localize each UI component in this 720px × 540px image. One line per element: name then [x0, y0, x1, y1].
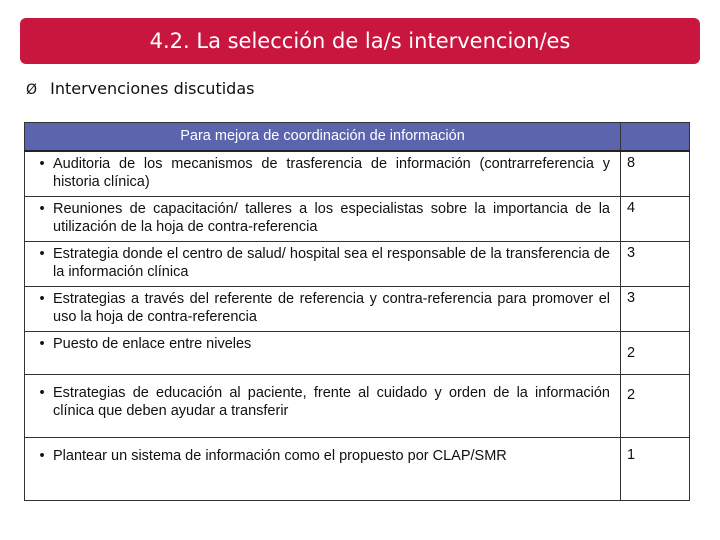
- table-header-score: [621, 123, 690, 152]
- intervention-cell: [25, 375, 621, 438]
- score-cell: 3: [621, 242, 690, 287]
- intervention-text: Estrategias a través del referente de referencia y contra-referencia para promover el uso la hoja de contra-referencia: [53, 291, 610, 325]
- subheading: [26, 79, 254, 98]
- intervention-text: Auditoria de los mecanismos de trasferencia de información (contrarreferencia y historia clínica): [53, 156, 610, 190]
- intervention-cell: [25, 242, 621, 287]
- score-cell: 3: [621, 287, 690, 332]
- intervention-cell: [25, 438, 621, 501]
- table-row: [25, 375, 690, 438]
- subheading-text: Intervenciones discutidas: [50, 79, 255, 98]
- table-row: [25, 332, 690, 375]
- intervention-text: Estrategias de educación al paciente, frente al cuidado y orden de la información clínica que deben ayudar a transferir: [53, 385, 610, 419]
- intervention-text: Estrategia donde el centro de salud/ hospital sea el responsable de la transferencia de la información clínica: [53, 246, 610, 280]
- bullet-icon: •: [39, 448, 45, 464]
- table-row: [25, 151, 690, 197]
- intervention-cell: [25, 332, 621, 375]
- table-row: [25, 438, 690, 501]
- score-cell: 2: [621, 332, 690, 375]
- bullet-icon: •: [39, 246, 45, 262]
- score-cell: 4: [621, 197, 690, 242]
- score-cell: 8: [621, 151, 690, 197]
- bullet-icon: •: [39, 291, 45, 307]
- slide-title: 4.2. La selección de la/s intervencion/es: [20, 18, 700, 64]
- table-header-row: [25, 123, 690, 152]
- score-cell: 1: [621, 438, 690, 501]
- interventions-table: [24, 122, 690, 501]
- arrow-bullet-icon: Ø: [26, 82, 38, 98]
- score-cell: 2: [621, 375, 690, 438]
- table-row: [25, 242, 690, 287]
- bullet-icon: •: [39, 156, 45, 172]
- intervention-text: Reuniones de capacitación/ talleres a los especialistas sobre la importancia de la utilización de la hoja de contra-referencia: [53, 201, 610, 235]
- bullet-icon: •: [39, 201, 45, 217]
- intervention-cell: [25, 151, 621, 197]
- intervention-text: Plantear un sistema de información como el propuesto por CLAP/SMR: [53, 448, 507, 464]
- table-row: [25, 197, 690, 242]
- intervention-text: Puesto de enlace entre niveles: [53, 336, 252, 352]
- intervention-cell: [25, 287, 621, 332]
- bullet-icon: •: [39, 385, 45, 401]
- intervention-cell: [25, 197, 621, 242]
- table-row: [25, 287, 690, 332]
- bullet-icon: •: [39, 336, 45, 352]
- table-header: Para mejora de coordinación de información: [25, 123, 621, 152]
